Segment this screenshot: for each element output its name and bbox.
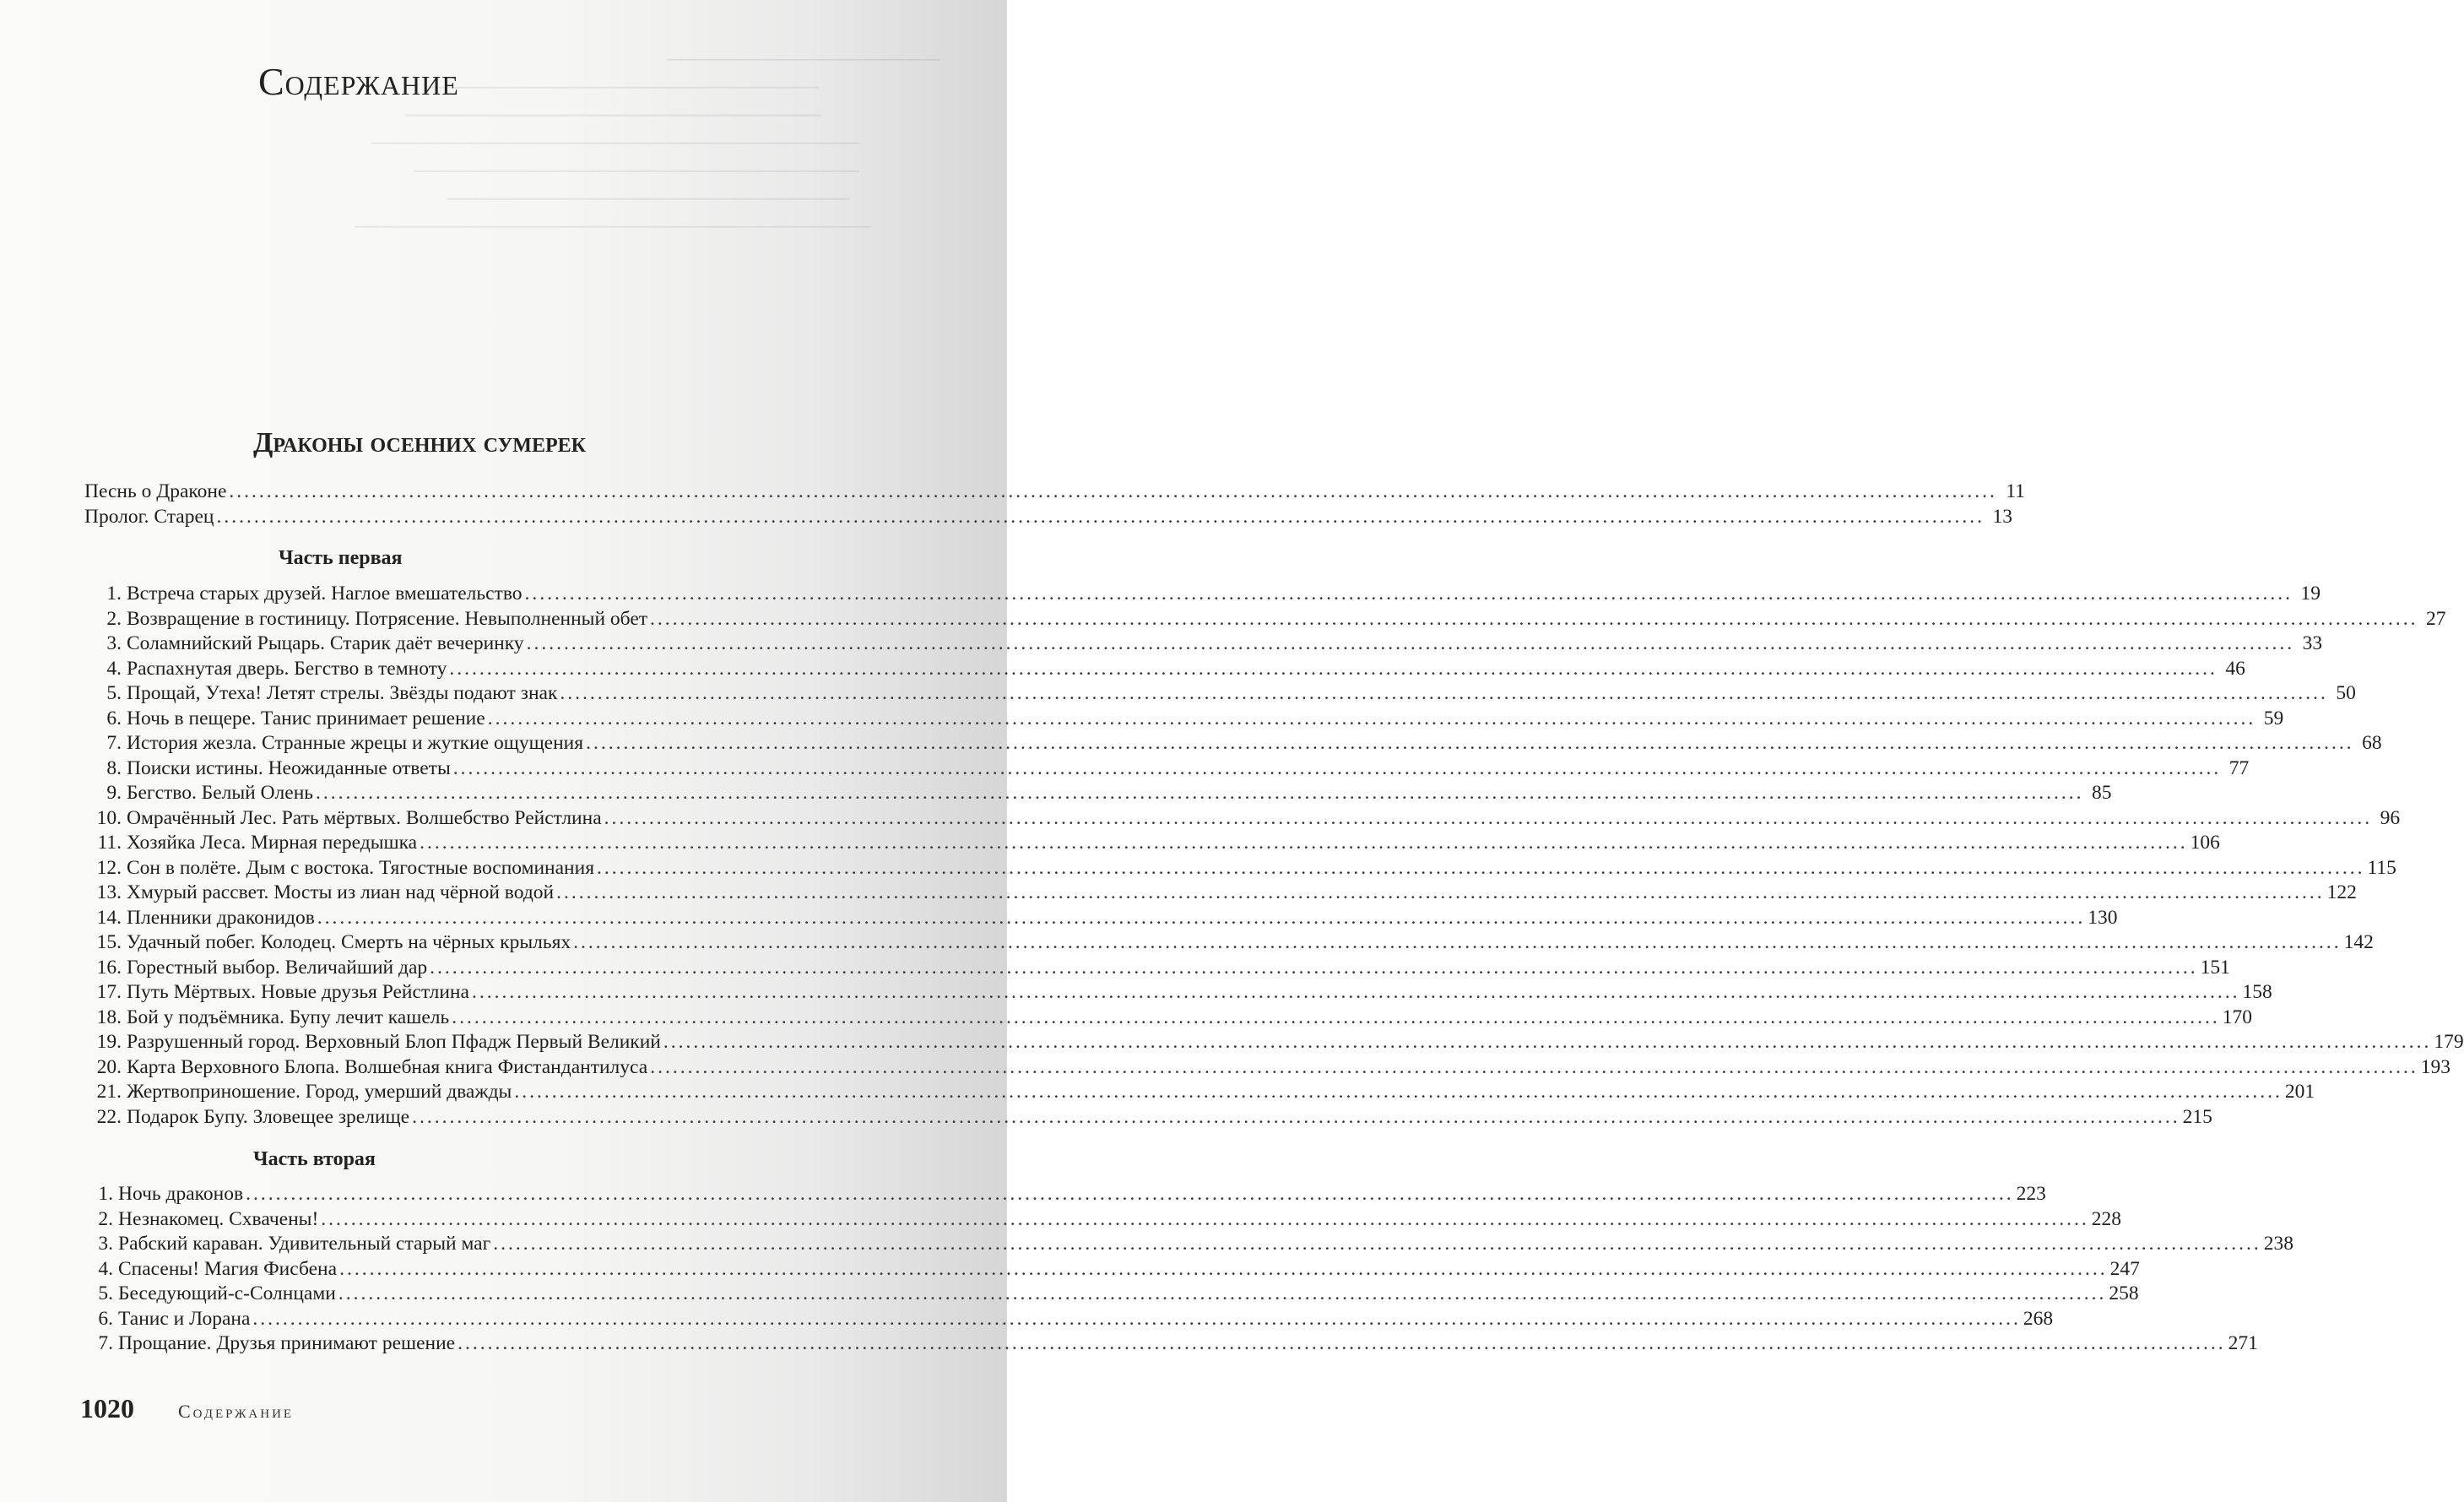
- entry-number: 2.: [98, 1207, 113, 1230]
- entry-title: Беседующий-с-Солнцами: [118, 1282, 336, 1304]
- entry-page: 46: [2225, 657, 2245, 680]
- entry-number: 16.: [96, 956, 122, 979]
- entry-page: 223: [2016, 1183, 2046, 1205]
- entry-title: Пленники драконидов: [127, 906, 315, 929]
- entry-title: Хозяйка Леса. Мирная передышка: [127, 832, 418, 854]
- dot-leader: [488, 707, 2256, 732]
- entry-number: 3.: [98, 1233, 113, 1255]
- entry-number: 13.: [96, 881, 122, 903]
- toc-entry[interactable]: [84, 657, 2245, 682]
- entry-number: 22.: [96, 1105, 122, 1128]
- entry-title: Карта Верховного Блопа. Волшебная книга Фистандантилуса: [127, 1055, 648, 1078]
- entry-number: 4.: [106, 657, 122, 680]
- entry-page: 130: [2088, 906, 2118, 929]
- entry-page: 85: [2092, 782, 2112, 804]
- toc-entry-prologue[interactable]: [84, 505, 2012, 530]
- toc-entry[interactable]: [84, 1006, 2252, 1031]
- entry-title: Встреча старых друзей. Наглое вмешательство: [127, 583, 523, 605]
- entry-page: 247: [2109, 1257, 2140, 1280]
- entry-number: 2.: [106, 607, 122, 630]
- entry-title: Незнакомец. Схвачены!: [118, 1207, 319, 1230]
- toc-entry[interactable]: [84, 906, 2118, 931]
- entry-number: 20.: [96, 1055, 122, 1078]
- entry-title: Горестный выбор. Величайший дар: [127, 956, 428, 979]
- entry-number: 7.: [106, 732, 122, 754]
- dot-leader: [514, 1080, 2283, 1105]
- entry-number: 14.: [96, 906, 122, 929]
- entry-page: 268: [2023, 1307, 2054, 1330]
- entry-title: Спасены! Магия Фисбена: [118, 1257, 338, 1280]
- entry-page: 193: [2420, 1055, 2450, 1078]
- dot-leader: [321, 1207, 2089, 1233]
- toc-entry[interactable]: [84, 1257, 2140, 1282]
- dot-leader: [472, 980, 2240, 1006]
- dot-leader: [430, 956, 2198, 981]
- dot-leader: [246, 1182, 2014, 1207]
- front-matter-list: [84, 480, 2025, 529]
- entry-page: 27: [2426, 607, 2446, 630]
- entry-number: 15.: [96, 931, 122, 953]
- entry-page: 201: [2284, 1081, 2315, 1103]
- entry-number: 3.: [106, 632, 122, 654]
- dot-leader: [597, 856, 2365, 881]
- entry-page: 106: [2190, 832, 2220, 854]
- entry-page: 33: [2302, 632, 2323, 654]
- toc-entry[interactable]: [84, 856, 2396, 881]
- page-title: Содержание: [258, 60, 459, 103]
- entry-number: 5.: [106, 682, 122, 704]
- page-footer: [80, 1393, 294, 1424]
- toc-entry[interactable]: [84, 806, 2401, 832]
- dot-leader: [316, 781, 2084, 806]
- dot-leader: [663, 1030, 2432, 1055]
- dot-leader: [252, 1307, 2021, 1332]
- dot-leader: [458, 1331, 2226, 1357]
- dot-leader: [339, 1257, 2108, 1282]
- entry-page: 215: [2182, 1105, 2212, 1128]
- entry-page: 228: [2091, 1207, 2122, 1230]
- entry-page: 115: [2367, 856, 2396, 879]
- part-one-heading: Часть первая: [279, 547, 403, 569]
- entry-page: 77: [2228, 756, 2250, 779]
- dot-leader: [650, 607, 2418, 632]
- entry-title: Соламнийский Рыцарь. Старик даёт вечеринку: [127, 632, 524, 654]
- dot-leader: [573, 930, 2342, 956]
- entry-page: 151: [2200, 956, 2230, 979]
- entry-number: 5.: [98, 1282, 113, 1304]
- entry-title: Танис и Лорана: [118, 1307, 251, 1330]
- entry-page: 11: [2006, 480, 2025, 502]
- entry-page: 258: [2109, 1282, 2139, 1304]
- entry-page: 142: [2343, 931, 2374, 953]
- entry-title: Хмурый рассвет. Мосты из лиан над чёрной водой: [127, 881, 555, 903]
- entry-title: Возвращение в гостиницу. Потрясение. Невыполненный обет: [127, 607, 648, 630]
- part-two-list: [84, 1182, 2293, 1357]
- dot-leader: [229, 480, 1997, 505]
- part-two-heading: Часть вторая: [253, 1148, 376, 1170]
- part-one-list: [84, 582, 2464, 1130]
- entry-number: 1.: [106, 583, 122, 605]
- entry-title: Поиски истины. Неожиданные ответы: [127, 756, 451, 779]
- entry-page: 170: [2222, 1006, 2252, 1028]
- entry-title: История жезла. Странные жрецы и жуткие ощущения: [127, 732, 584, 754]
- dot-leader: [604, 806, 2373, 832]
- book-title: Драконы осенних сумерек: [253, 427, 587, 458]
- entry-page: 59: [2263, 707, 2284, 729]
- entry-number: 12.: [96, 856, 122, 879]
- toc-entry[interactable]: [84, 1030, 2464, 1055]
- dot-leader: [453, 756, 2222, 782]
- entry-title: Бой у подъёмника. Бупу лечит кашель: [127, 1006, 450, 1028]
- entry-number: 7.: [98, 1332, 113, 1354]
- entry-number: 18.: [96, 1006, 122, 1028]
- toc-entry[interactable]: [84, 980, 2272, 1006]
- dot-leader: [420, 831, 2188, 856]
- entry-title: Бегство. Белый Олень: [127, 782, 314, 804]
- entry-title: Ночь драконов: [118, 1183, 244, 1205]
- toc-entry[interactable]: [84, 1080, 2315, 1105]
- entry-number: 1.: [98, 1183, 113, 1205]
- entry-page: 179: [2434, 1031, 2464, 1053]
- entry-title: Омрачённый Лес. Рать мёртвых. Волшебство Рейстлина: [127, 806, 602, 829]
- entry-title: Удачный побег. Колодец. Смерть на чёрных крыльях: [127, 931, 571, 953]
- running-head: Содержание: [178, 1401, 295, 1422]
- dot-leader: [586, 731, 2354, 756]
- entry-title: Ночь в пещере. Танис принимает решение: [127, 707, 485, 729]
- toc-entry[interactable]: [84, 681, 2356, 707]
- entry-title: Песнь о Драконе: [84, 480, 227, 502]
- bleed-through-texture: ─────────────────── ─────────────────────────── ───────────────────────────── ────────────────────────────────── ─────────────────────────────── ──────────────────────────── ────────────────────────────────────: [355, 49, 940, 238]
- entry-number: 9.: [106, 782, 122, 804]
- entry-title: Распахнутая дверь. Бегство в темноту: [127, 657, 447, 680]
- toc-entry[interactable]: [84, 707, 2284, 732]
- dot-leader: [493, 1232, 2261, 1257]
- toc-entry[interactable]: [84, 1207, 2122, 1233]
- toc-entry[interactable]: [84, 781, 2112, 806]
- dot-leader: [338, 1282, 2107, 1307]
- entry-number: 17.: [96, 981, 122, 1003]
- entry-title: Разрушенный город. Верховный Блоп Пфадж Первый Великий: [127, 1031, 661, 1053]
- dot-leader: [556, 881, 2325, 906]
- toc-entry[interactable]: [84, 1055, 2450, 1081]
- entry-number: 10.: [96, 806, 122, 829]
- toc-entry[interactable]: [84, 930, 2374, 956]
- entry-title: Пролог. Старец: [84, 505, 214, 528]
- entry-title: Прощай, Утеха! Летят стрелы. Звёзды подают знак: [127, 682, 558, 704]
- entry-number: 11.: [97, 832, 122, 854]
- toc-entry[interactable]: [84, 756, 2250, 782]
- toc-entry[interactable]: [84, 1105, 2212, 1131]
- dot-leader: [560, 681, 2328, 707]
- dot-leader: [527, 632, 2295, 657]
- dot-leader: [452, 1006, 2220, 1031]
- toc-entry[interactable]: [84, 1182, 2046, 1207]
- toc-entry[interactable]: [84, 956, 2230, 981]
- entry-title: Путь Мёртвых. Новые друзья Рейстлина: [127, 981, 469, 1003]
- dot-leader: [216, 505, 1985, 530]
- entry-title: Сон в полёте. Дым с востока. Тягостные воспоминания: [127, 856, 595, 879]
- entry-number: 6.: [98, 1307, 113, 1330]
- toc-entry[interactable]: [84, 632, 2323, 657]
- entry-number: 21.: [96, 1081, 122, 1103]
- dot-leader: [650, 1055, 2418, 1081]
- toc-entry[interactable]: [84, 1307, 2054, 1332]
- toc-entry[interactable]: [84, 831, 2220, 856]
- toc-entry[interactable]: [84, 582, 2321, 607]
- toc-entry[interactable]: [84, 607, 2446, 632]
- toc-entry[interactable]: [84, 1232, 2293, 1257]
- dot-leader: [449, 657, 2218, 682]
- entry-number: 19.: [96, 1031, 122, 1053]
- entry-page: 122: [2326, 881, 2357, 903]
- dot-leader: [412, 1105, 2180, 1131]
- toc-entry[interactable]: [84, 881, 2357, 906]
- entry-number: 6.: [106, 707, 122, 729]
- entry-page: 96: [2380, 806, 2401, 829]
- entry-number: 8.: [106, 756, 122, 779]
- entry-page: 68: [2362, 732, 2382, 754]
- entry-title: Подарок Бупу. Зловещее зрелище: [127, 1105, 410, 1128]
- entry-page: 13: [1992, 505, 2012, 528]
- page-number: 1020: [80, 1393, 134, 1423]
- entry-title: Прощание. Друзья принимают решение: [118, 1332, 456, 1354]
- dot-leader: [525, 582, 2293, 607]
- entry-title: Жертвоприношение. Город, умерший дважды: [127, 1081, 512, 1103]
- toc-entry[interactable]: [84, 1282, 2139, 1307]
- entry-page: 50: [2336, 682, 2356, 704]
- entry-page: 271: [2228, 1332, 2258, 1354]
- entry-page: 158: [2242, 981, 2272, 1003]
- entry-title: Рабский караван. Удивительный старый маг: [118, 1233, 491, 1255]
- toc-entry[interactable]: [84, 1331, 2258, 1357]
- entry-page: 19: [2300, 583, 2321, 605]
- entry-page: 238: [2263, 1233, 2293, 1255]
- toc-entry-song[interactable]: [84, 480, 2025, 505]
- dot-leader: [317, 906, 2086, 931]
- entry-number: 4.: [98, 1257, 113, 1280]
- toc-entry[interactable]: [84, 731, 2382, 756]
